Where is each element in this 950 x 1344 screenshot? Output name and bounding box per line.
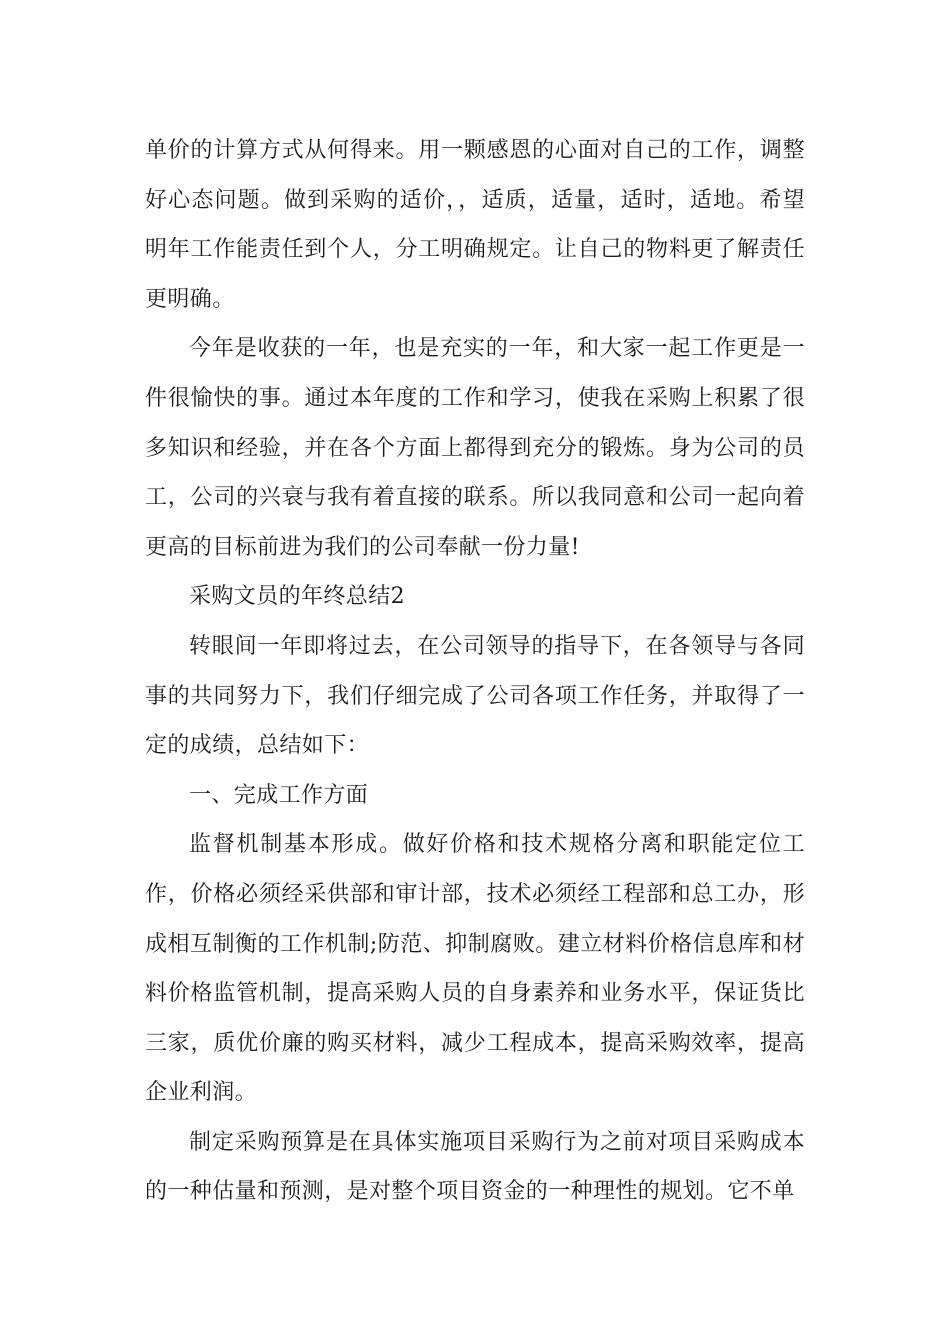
section-title: 采购文员的年终总结2 bbox=[189, 584, 405, 610]
paragraph-4: 监督机制基本形成。做好价格和技术规格分离和职能定位工作，价格必须经采供部和审计部，技术必须经工程部和总工办，形成相互制衡的工作机制;防范、抑制腐败。建立材料价格信息库和材料价格监管机制，提高采购人员的自身素养和业务水平，保证货比三家，质优价廉的购买材料，减少工程成本，提高采购效率，提高企业利润。 bbox=[145, 832, 805, 1106]
document-body bbox=[145, 126, 805, 1217]
paragraph-1: 单价的计算方式从何得来。用一颗感恩的心面对自己的工作，调整好心态问题。做到采购的适价，，适质，适量，适时，适地。希望明年工作能责任到个人，分工明确规定。让自己的物料更了解责任更明确。 bbox=[145, 138, 805, 312]
paragraph-5: 制定采购预算是在具体实施项目采购行为之前对项目采购成本的一种估量和预测，是对整个项目资金的一种理性的规划。它不单 bbox=[145, 1129, 805, 1205]
paragraph-2: 今年是收获的一年，也是充实的一年，和大家一起工作更是一件很愉快的事。通过本年度的工作和学习，使我在采购上积累了很多知识和经验，并在各个方面上都得到充分的锻炼。身为公司的员工，公司的兴衰与我有着直接的联系。所以我同意和公司一起向着更高的目标前进为我们的公司奉献一份力量! bbox=[145, 336, 805, 560]
subsection-heading: 一、完成工作方面 bbox=[189, 782, 369, 808]
paragraph-3: 转眼间一年即将过去，在公司领导的指导下，在各领导与各同事的共同努力下，我们仔细完成了公司各项工作任务，并取得了一定的成绩，总结如下： bbox=[145, 633, 805, 759]
